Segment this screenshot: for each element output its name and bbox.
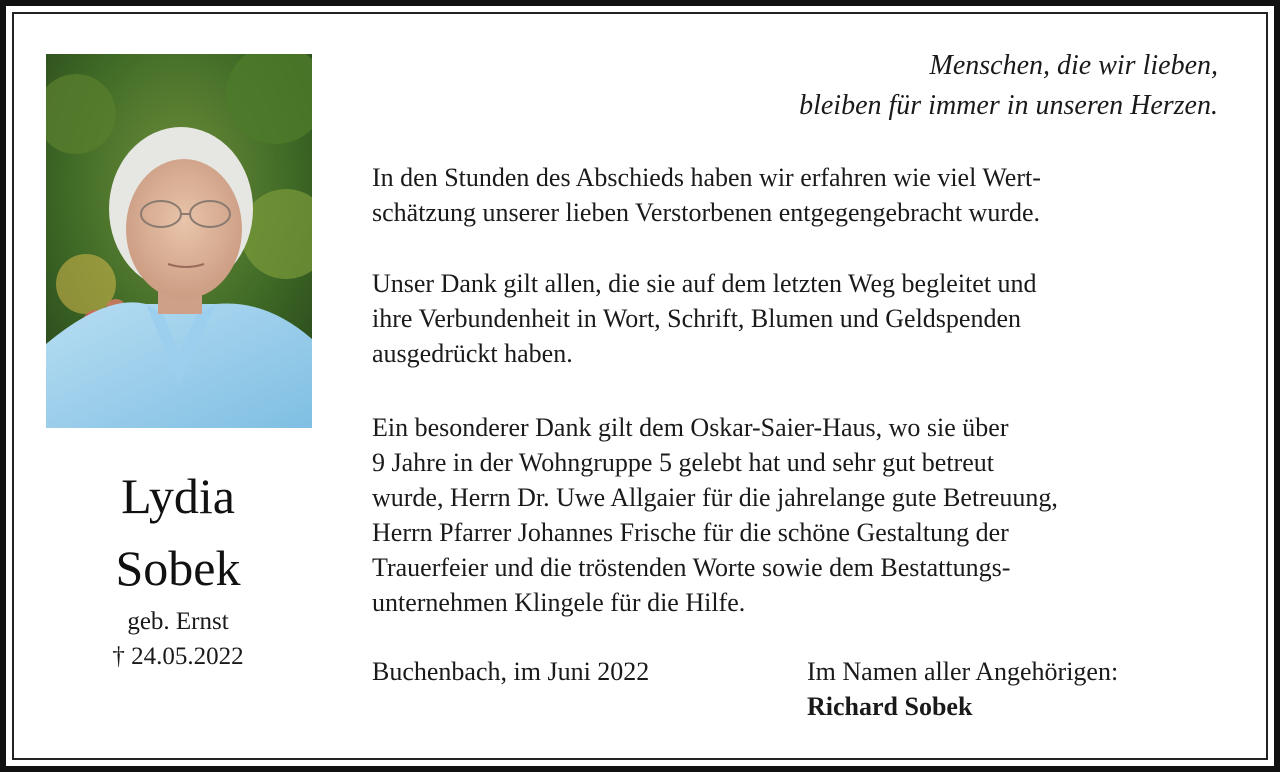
motto-line: bleiben für immer in unseren Herzen.	[799, 90, 1218, 121]
motto-line: Menschen, die wir lieben,	[929, 50, 1218, 81]
last-name: Sobek	[115, 540, 241, 596]
paragraph-thanks-appreciation	[372, 160, 1232, 230]
signature-block	[807, 654, 1118, 724]
first-name: Lydia	[121, 468, 235, 524]
text-line: In den Stunden des Abschieds haben wir erfahren wie viel Wert-	[372, 163, 1041, 192]
born-name: geb. Ernst	[127, 608, 229, 635]
signature-intro: Im Namen aller Angehörigen:	[807, 657, 1119, 686]
portrait-photo	[46, 54, 312, 428]
text-line: ihre Verbundenheit in Wort, Schrift, Blumen und Geldspenden	[372, 304, 1021, 333]
text-line: ausgedrückt haben.	[372, 339, 573, 368]
text-line: Trauerfeier und die tröstenden Worte sowie dem Bestattungs-	[372, 553, 1011, 582]
death-date: † 24.05.2022	[112, 643, 244, 670]
text-line: schätzung unserer lieben Verstorbenen entgegengebracht wurde.	[372, 198, 1041, 227]
text-line: Unser Dank gilt allen, die sie auf dem letzten Weg begleitet und	[372, 269, 1037, 298]
paragraph-thanks-all	[372, 266, 1232, 371]
motto-quote	[799, 46, 1218, 126]
signer-name: Richard Sobek	[807, 692, 973, 721]
place-date: Buchenbach, im Juni 2022	[372, 657, 650, 686]
text-line: Ein besonderer Dank gilt dem Oskar-Saier-Haus, wo sie über	[372, 413, 1009, 442]
text-line: Herrn Pfarrer Johannes Frische für die schöne Gestaltung der	[372, 518, 1009, 547]
text-line: 9 Jahre in der Wohngruppe 5 gelebt hat und sehr gut betreut	[372, 448, 994, 477]
text-line: wurde, Herrn Dr. Uwe Allgaier für die jahrelange gute Betreuung,	[372, 483, 1058, 512]
text-line: unternehmen Klingele für die Hilfe.	[372, 588, 746, 617]
paragraph-special-thanks	[372, 410, 1232, 620]
